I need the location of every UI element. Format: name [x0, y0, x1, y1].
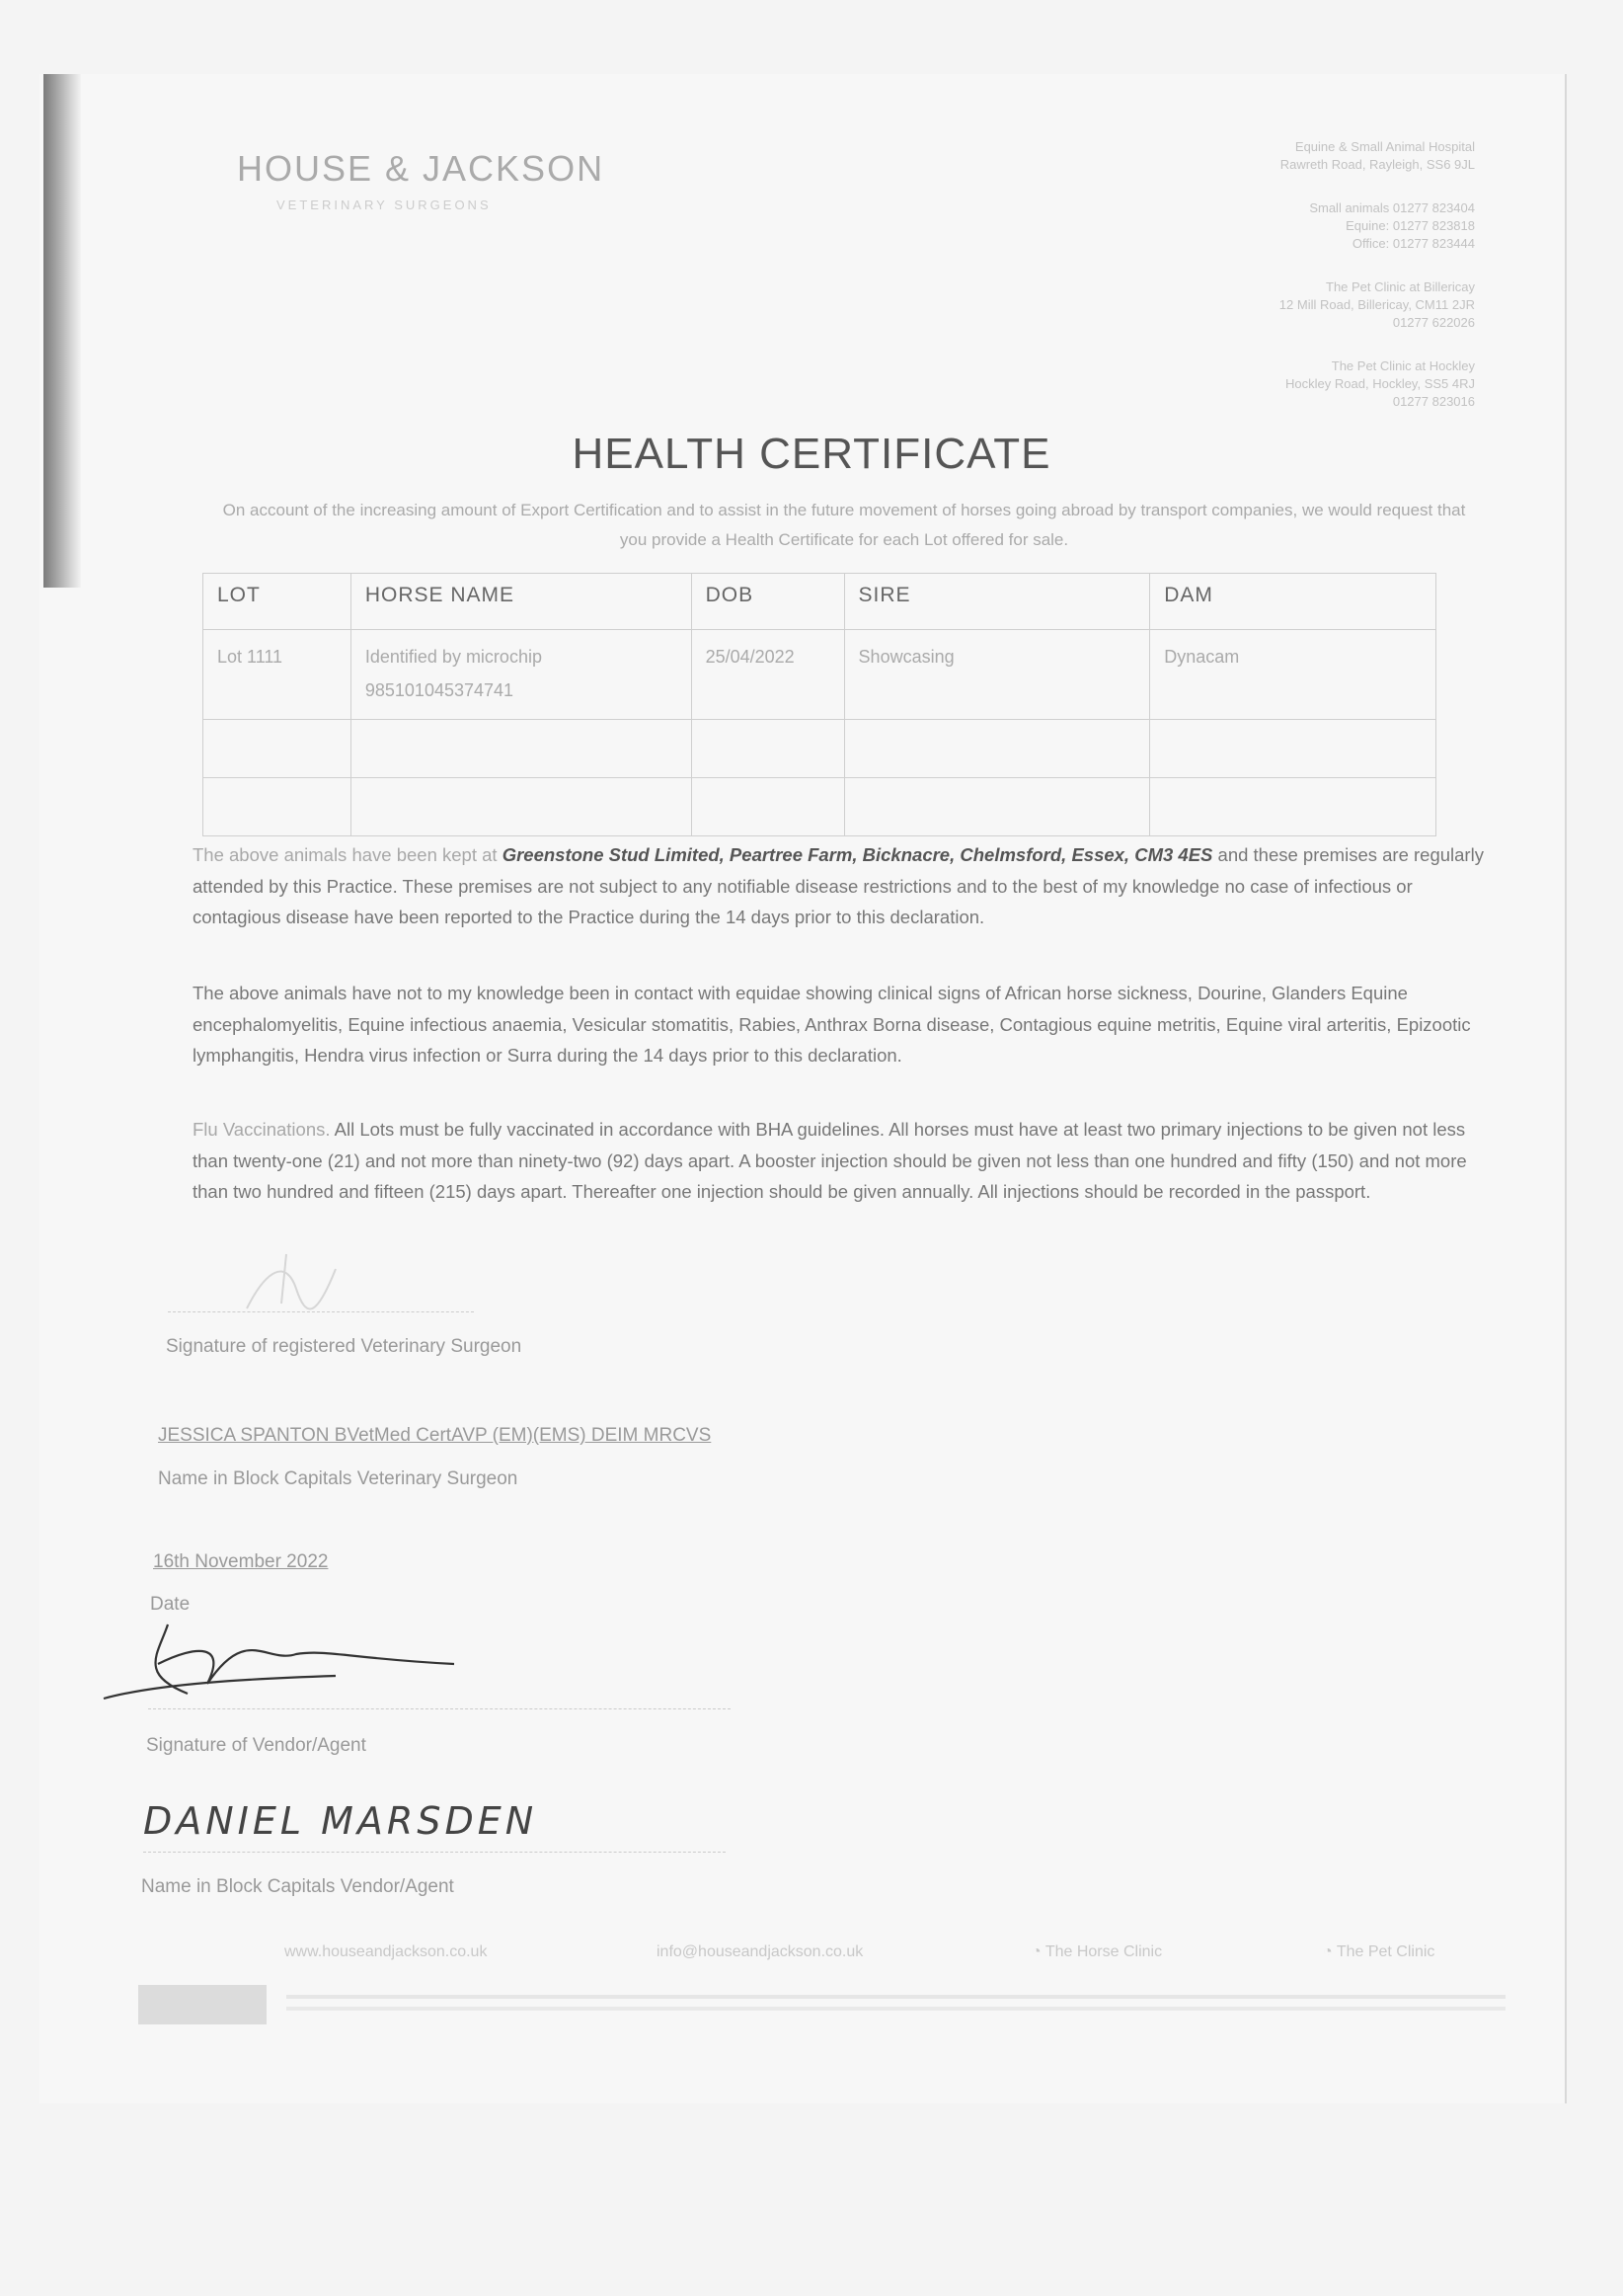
table-row [203, 630, 1436, 720]
address-block-phones: Small animals 01277 823404 Equine: 01277 823818 Office: 01277 823444 [1309, 200, 1475, 251]
disease-paragraph: The above animals have not to my knowledge been in contact with equidae showing clinical signs of African horse sickness, Dourine, Glanders Equine encephalomyelitis, Equine infectious anaemia, Vesicular stomatitis, Rabies, Anthrax Borna disease, Contagious equine metritis, Equine viral arteritis, Epizootic lymphangitis, Hendra virus infection or Surra during the 14 days prior to this declaration. [193, 983, 1471, 1066]
footer-website: www.houseandjackson.co.uk [284, 1943, 488, 1960]
col-header-sire: SIRE [844, 574, 1150, 630]
vendor-name-line [143, 1852, 726, 1853]
vet-name-value: JESSICA SPANTON BVetMed CertAVP (EM)(EMS) DEIM MRCVS [158, 1425, 712, 1446]
address-block-hockley: The Pet Clinic at Hockley Hockley Road, Hockley, SS5 4RJ 01277 823016 [1285, 358, 1475, 409]
vaccination-paragraph: Flu Vaccinations. All Lots must be fully vaccinated in accordance with BHA guidelines. All horses must have at least two primary injections to be given not less than twenty-one (21) and not more than ninety-two (92) days apart. A booster injection should be given not less than one hundred and fifty (150) and not more than two hundred and fifteen (215) days apart. Thereafter one injection should be given annually. All injections should be recorded in the passport. [193, 1119, 1467, 1202]
table-row-empty [203, 720, 1436, 778]
horse-id-method: Identified by microchip [364, 647, 542, 667]
cell-dob: 25/04/2022 [691, 630, 844, 720]
practice-logo-subtitle: VETERINARY SURGEONS [276, 198, 492, 212]
col-header-horse-name: HORSE NAME [350, 574, 691, 630]
cell-lot: Lot 1111 [203, 630, 351, 720]
clinic-icon: ◔ [1032, 1943, 1045, 1960]
footer-fine-print [138, 1985, 1520, 2026]
document-title: HEALTH CERTIFICATE [572, 430, 1051, 478]
vendor-signature-scribble [99, 1605, 474, 1713]
horse-microchip: 985101045374741 [364, 680, 514, 700]
table-header-row [203, 574, 1436, 630]
lots-table [202, 573, 1436, 836]
cell-sire: Showcasing [844, 630, 1150, 720]
vet-signature-label: Signature of registered Veterinary Surgeon [166, 1336, 522, 1357]
intro-paragraph: On account of the increasing amount of Export Certification and to assist in the future movement of horses going abroad by transport companies, we would request that you provide a Health Certificate for each Lot offered for sale. [222, 501, 1466, 549]
vendor-name-label: Name in Block Capitals Vendor/Agent [141, 1876, 454, 1897]
footer-pet-clinic: ◔ The Pet Clinic [1323, 1943, 1435, 1960]
practice-addresses [1120, 138, 1475, 436]
clinic-icon: ◔ [1323, 1943, 1337, 1960]
cell-dam: Dynacam [1150, 630, 1436, 720]
vet-signature-scribble [227, 1249, 375, 1318]
col-header-dob: DOB [691, 574, 844, 630]
date-value: 16th November 2022 [153, 1551, 329, 1572]
accreditation-logos [138, 1985, 267, 2024]
vendor-name-value: DANIEL MARSDEN [143, 1799, 538, 1843]
cell-horse-name [350, 630, 691, 720]
vendor-signature-label: Signature of Vendor/Agent [146, 1735, 366, 1756]
premises-paragraph: The above animals have been kept at Greenstone Stud Limited, Peartree Farm, Bicknacre, Chelmsford, Essex, CM3 4ES and these premises are regularly attended by this Practice. These premises are not subject to any notifiable disease restrictions and to the best of my knowledge no case of infectious or contagious disease have been reported to the Practice during the 14 days prior to this declaration. [193, 844, 1484, 927]
vendor-signature-line [148, 1708, 731, 1709]
table-row-empty [203, 778, 1436, 836]
address-block-billericay: The Pet Clinic at Billericay 12 Mill Road, Billericay, CM11 2JR 01277 622026 [1278, 279, 1475, 330]
practice-logo: HOUSE & JACKSON [237, 148, 605, 189]
address-block-hospital: Equine & Small Animal Hospital Rawreth Road, Rayleigh, SS6 9JL [1279, 139, 1475, 172]
scan-edge-shadow [43, 74, 81, 588]
footer-email: info@houseandjackson.co.uk [657, 1943, 864, 1960]
col-header-lot: LOT [203, 574, 351, 630]
date-label: Date [150, 1594, 191, 1615]
premises-name: Greenstone Stud Limited, Peartree Farm, Bicknacre, Chelmsford, Essex, CM3 4ES [502, 844, 1213, 865]
footer-horse-clinic: ◔ The Horse Clinic [1032, 1943, 1163, 1960]
vet-name-label: Name in Block Capitals Veterinary Surgeon [158, 1468, 518, 1489]
vet-signature-line [168, 1311, 474, 1312]
col-header-dam: DAM [1150, 574, 1436, 630]
